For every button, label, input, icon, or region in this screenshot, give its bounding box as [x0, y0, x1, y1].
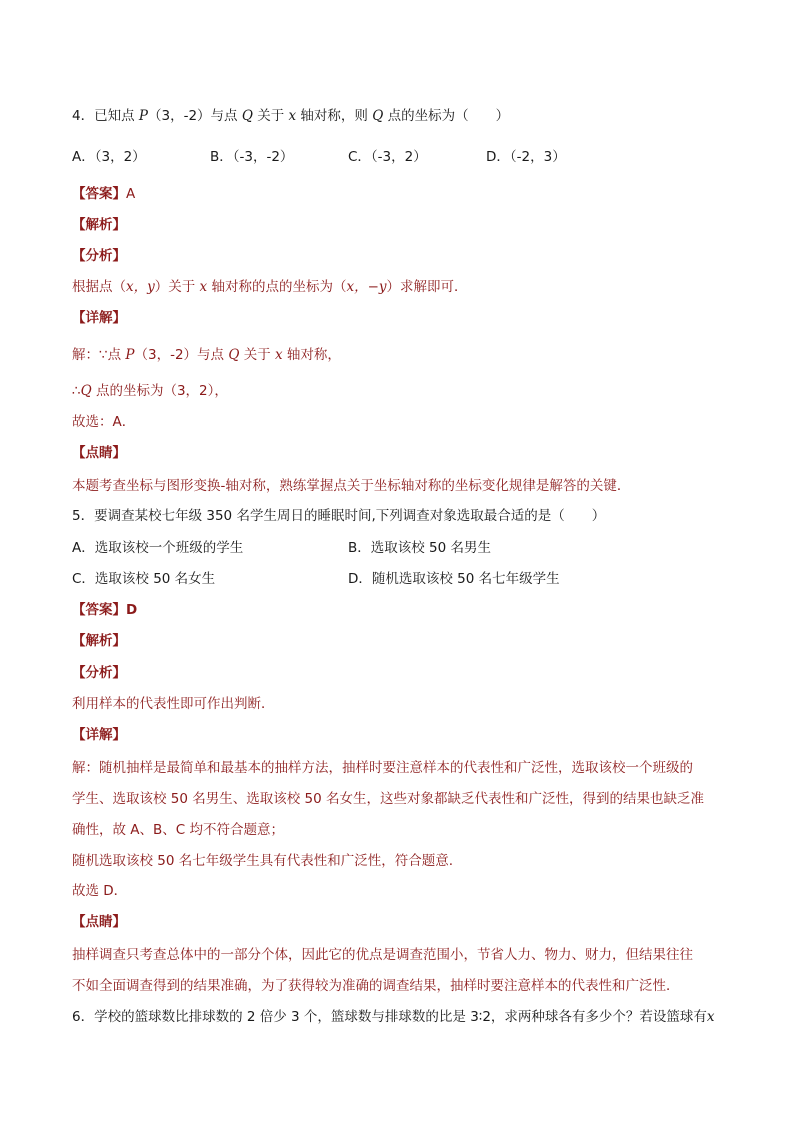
q5-comment-label: 【点睛】	[72, 914, 126, 930]
q4-answer: 【答案】A	[72, 186, 136, 202]
q5-fenxi-label: 【分析】	[72, 665, 126, 681]
q4-comment-label: 【点睛】	[72, 445, 126, 461]
q4-fenxi-label: 【分析】	[72, 248, 126, 264]
q4-fenxi-text: 根据点（x，y）关于 x 轴对称的点的坐标为（x，−y）求解即可．	[72, 279, 468, 295]
q5-detail-line: 确性，故 A、B、C 均不符合题意；	[72, 822, 285, 838]
q5-detail-line: 故选 D．	[72, 883, 128, 899]
q5-fenxi-text: 利用样本的代表性即可作出判断．	[72, 696, 275, 712]
q5-detail-label: 【详解】	[72, 727, 126, 743]
q4-comment-text: 本题考查坐标与图形变换-轴对称，熟练掌握点关于坐标轴对称的坐标变化规律是解答的关键．	[72, 478, 631, 494]
q5-analysis-label: 【解析】	[72, 633, 126, 649]
q5-detail-line: 学生、选取该校 50 名男生、选取该校 50 名女生，这些对象都缺乏代表性和广泛性，得到的结果也缺乏准	[72, 791, 705, 807]
q4-option-b: B．（-3，-2）	[210, 149, 294, 165]
q4-detail-line: 解：∵点 P（3，-2）与点 Q 关于 x 轴对称，	[72, 347, 341, 363]
q5-detail-line: 随机选取该校 50 名七年级学生具有代表性和广泛性，符合题意.	[72, 853, 454, 869]
q4-stem: 4．已知点 P（3，-2）与点 Q 关于 x 轴对称，则 Q 点的坐标为（ ）	[72, 108, 510, 124]
q5-option-b: B．选取该校 50 名男生	[348, 540, 492, 556]
q5-comment-line: 不如全面调查得到的结果准确，为了获得较为准确的调查结果，抽样时要注意样本的代表性和广泛性．	[72, 978, 680, 994]
q5-option-d: D．随机选取该校 50 名七年级学生	[348, 571, 560, 587]
q4-detail-label: 【详解】	[72, 310, 126, 326]
q4-option-c: C．（-3，2）	[348, 149, 427, 165]
q4-analysis-label: 【解析】	[72, 217, 126, 233]
q4-option-d: D．（-2，3）	[486, 149, 566, 165]
q5-answer: 【答案】D	[72, 602, 138, 618]
q5-comment-line: 抽样调查只考查总体中的一部分个体，因此它的优点是调查范围小，节省人力、物力、财力，但结果往往	[72, 947, 693, 963]
q6-stem: 6．学校的篮球数比排球数的 2 倍少 3 个，篮球数与排球数的比是 3∶2，求两种球各有多少个？若设篮球有x	[72, 1009, 715, 1025]
q5-stem: 5．要调查某校七年级 350 名学生周日的睡眠时间,下列调查对象选取最合适的是（ ）	[72, 508, 606, 524]
q4-option-a: A．（3，2）	[72, 149, 146, 165]
q5-option-a: A．选取该校一个班级的学生	[72, 540, 244, 556]
q4-detail-line: 故选：A．	[72, 414, 136, 430]
q4-detail-line: ∴Q 点的坐标为（3，2），	[72, 383, 228, 399]
q5-detail-line: 解：随机抽样是最简单和最基本的抽样方法，抽样时要注意样本的代表性和广泛性，选取该校一个班级的	[72, 760, 693, 776]
q5-option-c: C．选取该校 50 名女生	[72, 571, 216, 587]
